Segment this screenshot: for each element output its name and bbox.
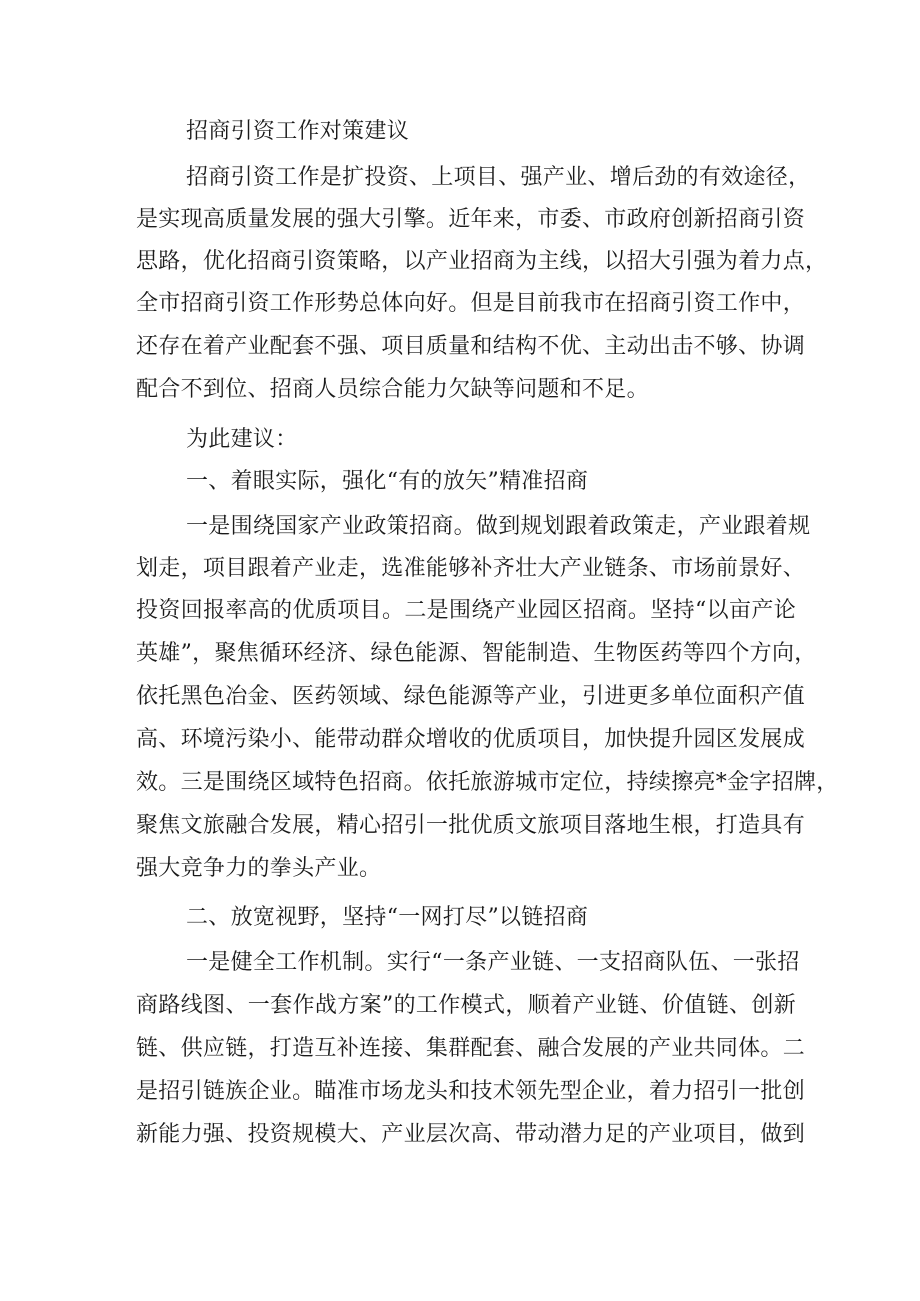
paragraph-line: 强大竞争力的拳头产业。 [136,856,382,881]
section-heading: 一、着眼实际，强化“有的放矢”精准招商 [186,469,589,494]
paragraph-line: 配合不到位、招商人员综合能力欠缺等问题和不足。 [136,377,649,402]
paragraph-line: 是实现高质量发展的强大引擎。近年来，市委、市政府创新招商引资 [136,207,806,232]
paragraph-line: 效。三是围绕区域特色招商。依托旅游城市定位，持续擦亮*金字招牌， [136,770,839,795]
paragraph-line: 思路，优化招商引资策略，以产业招商为主线，以招大引强为着力点， [136,249,828,274]
paragraph-line: 链、供应链，打造互补连接、集群配套、融合发展的产业共同体。二 [136,1036,806,1061]
paragraph-line: 为此建议： [186,427,298,452]
paragraph-line: 一是围绕国家产业政策招商。做到规划跟着政策走，产业跟着规 [186,514,811,539]
paragraph-line: 高、环境污染小、能带动群众增收的优质项目，加快提升园区发展成 [136,727,806,752]
paragraph-line: 聚焦文旅融合发展，精心招引一批优质文旅项目落地生根，打造具有 [136,813,806,838]
document-title: 招商引资工作对策建议 [186,119,410,144]
paragraph-line: 还存在着产业配套不强、项目质量和结构不优、主动出击不够、协调 [136,334,806,359]
paragraph-line: 划走，项目跟着产业走，选准能够补齐壮大产业链条、市场前景好、 [136,556,806,581]
paragraph-line: 一是健全工作机制。实行“一条产业链、一支招商队伍、一张招 [186,950,800,975]
section-heading: 二、放宽视野，坚持“一网打尽”以链招商 [186,905,589,930]
paragraph-line: 全市招商引资工作形势总体向好。但是目前我市在招商引资工作中， [136,291,806,316]
paragraph-line: 投资回报率高的优质项目。二是围绕产业园区招商。坚持“以亩产论 [136,598,796,623]
paragraph-line: 依托黑色冶金、医药领域、绿色能源等产业，引进更多单位面积产值 [136,684,806,709]
paragraph-line: 是招引链族企业。瞄准市场龙头和技术领先型企业，着力招引一批创 [136,1079,806,1104]
paragraph-line: 招商引资工作是扩投资、上项目、强产业、增后劲的有效途径， [186,165,811,190]
paragraph-line: 新能力强、投资规模大、产业层次高、带动潜力足的产业项目，做到 [136,1122,806,1147]
paragraph-line: 英雄”，聚焦循环经济、绿色能源、智能制造、生物医药等四个方向， [136,641,817,666]
paragraph-line: 商路线图、一套作战方案”的工作模式，顺着产业链、价值链、创新 [136,993,796,1018]
